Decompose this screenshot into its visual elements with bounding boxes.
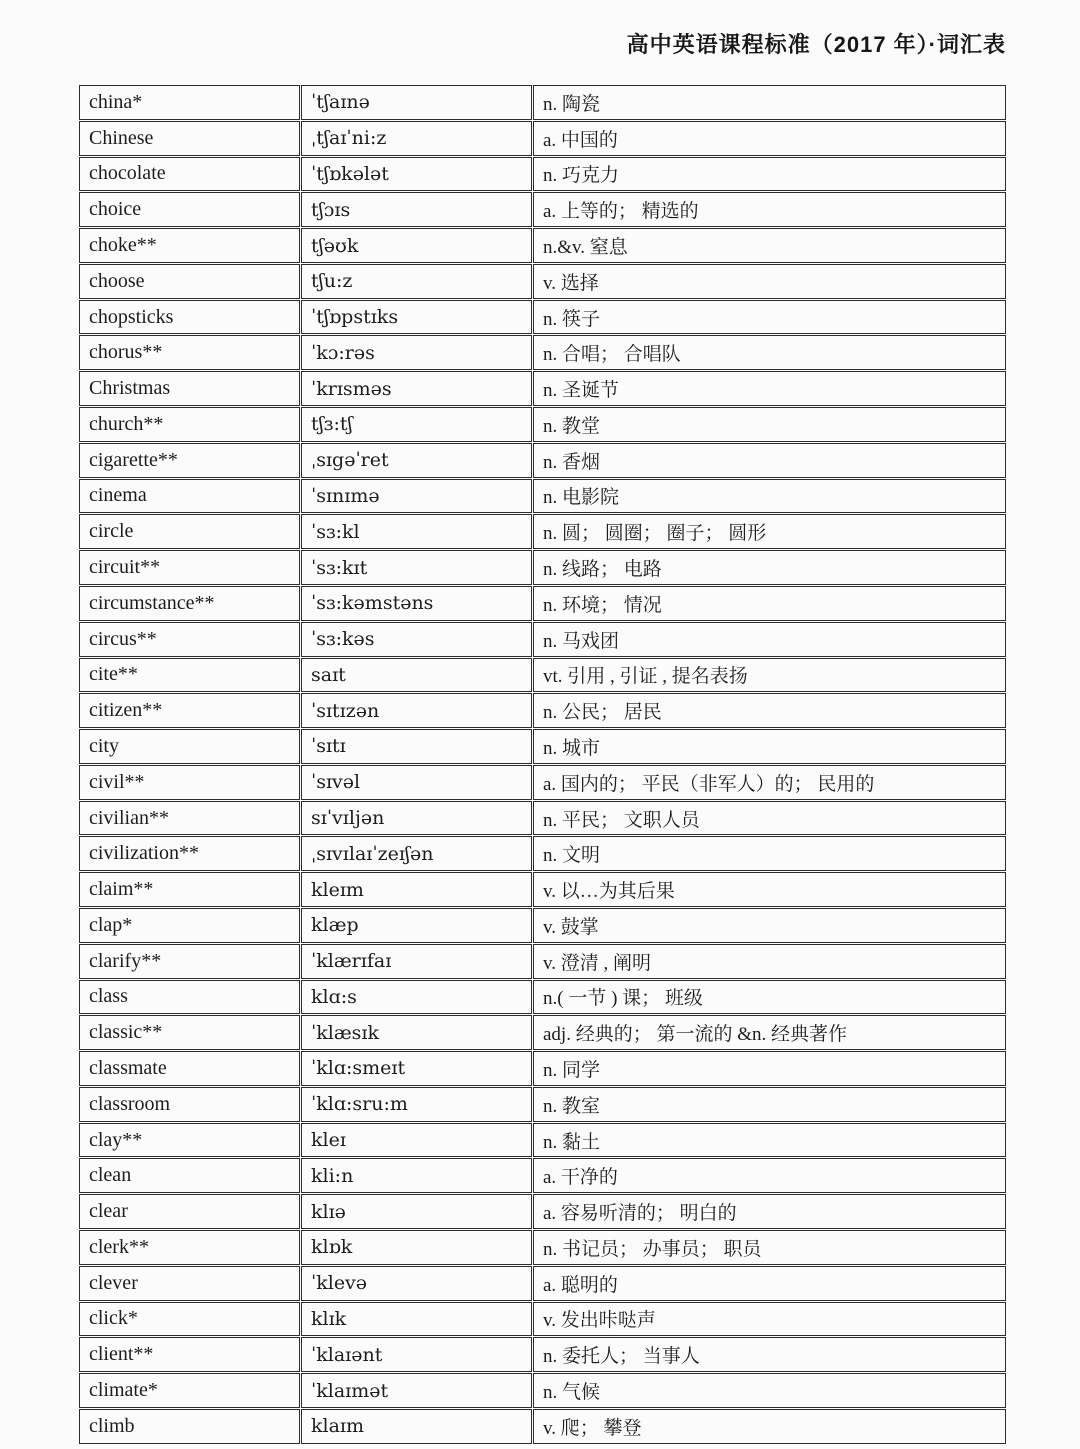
meaning-cell: v. 爬； 攀登 [533, 1409, 1006, 1444]
pronunciation-cell: ˈklɑ:sru:m [301, 1087, 532, 1122]
vocab-row [79, 335, 1006, 370]
word-cell: Christmas [79, 371, 300, 406]
meaning-cell: n. 线路； 电路 [533, 550, 1006, 585]
meaning-cell: n. 同学 [533, 1051, 1006, 1086]
meaning-cell: a. 国内的； 平民（非军人）的； 民用的 [533, 765, 1006, 800]
vocab-row [79, 1409, 1006, 1444]
meaning-cell: a. 上等的； 精选的 [533, 192, 1006, 227]
word-cell: claim** [79, 872, 300, 907]
meaning-cell: n. 书记员； 办事员； 职员 [533, 1230, 1006, 1265]
word-cell: circle [79, 514, 300, 549]
pronunciation-cell: ˈsɪvəl [301, 765, 532, 800]
word-cell: civil** [79, 765, 300, 800]
pronunciation-cell: ˌtʃaɪˈni:z [301, 121, 532, 156]
vocab-row [79, 1051, 1006, 1086]
vocab-row [79, 1230, 1006, 1265]
vocab-row [79, 658, 1006, 693]
vocab-row [79, 980, 1006, 1015]
vocab-row [79, 121, 1006, 156]
word-cell: classroom [79, 1087, 300, 1122]
vocab-row [79, 192, 1006, 227]
vocab-row [79, 872, 1006, 907]
pronunciation-cell: tʃəʊk [301, 228, 532, 263]
word-cell: clean [79, 1158, 300, 1193]
pronunciation-cell: ˈtʃɒpstɪks [301, 300, 532, 335]
word-cell: cinema [79, 479, 300, 514]
meaning-cell: a. 聪明的 [533, 1266, 1006, 1301]
vocab-table [78, 84, 1007, 1445]
vocab-row [79, 944, 1006, 979]
pronunciation-cell: klɒk [301, 1230, 532, 1265]
word-cell: class [79, 980, 300, 1015]
vocab-row [79, 228, 1006, 263]
vocab-row [79, 85, 1006, 120]
word-cell: clever [79, 1266, 300, 1301]
vocab-table-body [79, 85, 1006, 1444]
meaning-cell: n. 马戏团 [533, 622, 1006, 657]
meaning-cell: n.&v. 窒息 [533, 228, 1006, 263]
pronunciation-cell: saɪt [301, 658, 532, 693]
vocab-row [79, 836, 1006, 871]
vocab-row [79, 586, 1006, 621]
word-cell: citizen** [79, 693, 300, 728]
pronunciation-cell: klɪk [301, 1302, 532, 1337]
word-cell: civilization** [79, 836, 300, 871]
meaning-cell: n. 环境； 情况 [533, 586, 1006, 621]
vocab-row [79, 1266, 1006, 1301]
meaning-cell: a. 容易听清的； 明白的 [533, 1194, 1006, 1229]
pronunciation-cell: ˈtʃaɪnə [301, 85, 532, 120]
pronunciation-cell: ˈsɜ:kɪt [301, 550, 532, 585]
pronunciation-cell: ˈkɔ:rəs [301, 335, 532, 370]
vocab-row [79, 801, 1006, 836]
vocab-row [79, 1194, 1006, 1229]
word-cell: clerk** [79, 1230, 300, 1265]
meaning-cell: n. 圆； 圆圈； 圈子； 圆形 [533, 514, 1006, 549]
pronunciation-cell: ˈsɪnɪmə [301, 479, 532, 514]
vocab-row [79, 1123, 1006, 1158]
meaning-cell: n. 平民； 文职人员 [533, 801, 1006, 836]
meaning-cell: n. 教堂 [533, 407, 1006, 442]
meaning-cell: v. 澄清 , 阐明 [533, 944, 1006, 979]
page-header [0, 28, 1006, 59]
pronunciation-cell: ˈtʃɒkələt [301, 157, 532, 192]
meaning-cell: n. 陶瓷 [533, 85, 1006, 120]
vocab-row [79, 765, 1006, 800]
meaning-cell: n. 城市 [533, 729, 1006, 764]
vocab-row [79, 622, 1006, 657]
word-cell: chorus** [79, 335, 300, 370]
pronunciation-cell: ˈklaɪənt [301, 1337, 532, 1372]
meaning-cell: n. 教室 [533, 1087, 1006, 1122]
word-cell: chocolate [79, 157, 300, 192]
vocab-row [79, 514, 1006, 549]
word-cell: chopsticks [79, 300, 300, 335]
pronunciation-cell: tʃu:z [301, 264, 532, 299]
pronunciation-cell: kli:n [301, 1158, 532, 1193]
meaning-cell: adj. 经典的； 第一流的 &n. 经典著作 [533, 1015, 1006, 1050]
word-cell: choose [79, 264, 300, 299]
pronunciation-cell: ˌsɪgəˈret [301, 443, 532, 478]
pronunciation-cell: ˈklæsɪk [301, 1015, 532, 1050]
meaning-cell: n. 圣诞节 [533, 371, 1006, 406]
meaning-cell: n. 合唱； 合唱队 [533, 335, 1006, 370]
pronunciation-cell: klɪə [301, 1194, 532, 1229]
pronunciation-cell: ˈkrɪsməs [301, 371, 532, 406]
page-title: 高中英语课程标准（2017 年）·词汇表 [626, 32, 1006, 57]
pronunciation-cell: ˈklevə [301, 1266, 532, 1301]
pronunciation-cell: klaɪm [301, 1409, 532, 1444]
word-cell: classmate [79, 1051, 300, 1086]
meaning-cell: a. 中国的 [533, 121, 1006, 156]
meaning-cell: n. 委托人； 当事人 [533, 1337, 1006, 1372]
vocab-row [79, 443, 1006, 478]
vocab-row [79, 1302, 1006, 1337]
meaning-cell: v. 选择 [533, 264, 1006, 299]
pronunciation-cell: ˌsɪvɪlaɪˈzeɪʃən [301, 836, 532, 871]
vocab-row [79, 693, 1006, 728]
pronunciation-cell: ˈklærɪfaɪ [301, 944, 532, 979]
vocab-row [79, 157, 1006, 192]
pronunciation-cell: ˈsɜ:kəmstəns [301, 586, 532, 621]
vocab-row [79, 1373, 1006, 1408]
pronunciation-cell: sɪˈvɪljən [301, 801, 532, 836]
vocab-row [79, 371, 1006, 406]
word-cell: climate* [79, 1373, 300, 1408]
word-cell: client** [79, 1337, 300, 1372]
vocab-row [79, 300, 1006, 335]
pronunciation-cell: ˈsɪtɪ [301, 729, 532, 764]
pronunciation-cell: ˈsɜ:kəs [301, 622, 532, 657]
vocab-row [79, 264, 1006, 299]
pronunciation-cell: klæp [301, 908, 532, 943]
word-cell: circus** [79, 622, 300, 657]
word-cell: civilian** [79, 801, 300, 836]
meaning-cell: n. 电影院 [533, 479, 1006, 514]
vocab-row [79, 1337, 1006, 1372]
word-cell: church** [79, 407, 300, 442]
word-cell: circuit** [79, 550, 300, 585]
vocab-row [79, 479, 1006, 514]
vocab-row [79, 550, 1006, 585]
word-cell: climb [79, 1409, 300, 1444]
pronunciation-cell: klɑ:s [301, 980, 532, 1015]
vocab-row [79, 1158, 1006, 1193]
word-cell: cigarette** [79, 443, 300, 478]
pronunciation-cell: ˈsɜ:kl [301, 514, 532, 549]
vocab-row [79, 729, 1006, 764]
meaning-cell: n. 巧克力 [533, 157, 1006, 192]
meaning-cell: vt. 引用 , 引证 , 提名表扬 [533, 658, 1006, 693]
word-cell: circumstance** [79, 586, 300, 621]
meaning-cell: a. 干净的 [533, 1158, 1006, 1193]
word-cell: clap* [79, 908, 300, 943]
word-cell: city [79, 729, 300, 764]
pronunciation-cell: ˈklaɪmət [301, 1373, 532, 1408]
pronunciation-cell: ˈsɪtɪzən [301, 693, 532, 728]
word-cell: clay** [79, 1123, 300, 1158]
meaning-cell: n. 文明 [533, 836, 1006, 871]
meaning-cell: n. 筷子 [533, 300, 1006, 335]
meaning-cell: n. 公民； 居民 [533, 693, 1006, 728]
word-cell: clear [79, 1194, 300, 1229]
pronunciation-cell: ˈklɑ:smeɪt [301, 1051, 532, 1086]
word-cell: cite** [79, 658, 300, 693]
meaning-cell: n. 黏土 [533, 1123, 1006, 1158]
vocab-row [79, 407, 1006, 442]
pronunciation-cell: tʃɔɪs [301, 192, 532, 227]
word-cell: Chinese [79, 121, 300, 156]
pronunciation-cell: kleɪ [301, 1123, 532, 1158]
meaning-cell: n.( 一节 ) 课； 班级 [533, 980, 1006, 1015]
word-cell: china* [79, 85, 300, 120]
meaning-cell: v. 鼓掌 [533, 908, 1006, 943]
meaning-cell: n. 气候 [533, 1373, 1006, 1408]
word-cell: choice [79, 192, 300, 227]
vocab-row [79, 1087, 1006, 1122]
vocab-row [79, 908, 1006, 943]
vocab-row [79, 1015, 1006, 1050]
word-cell: click* [79, 1302, 300, 1337]
meaning-cell: v. 以…为其后果 [533, 872, 1006, 907]
word-cell: choke** [79, 228, 300, 263]
meaning-cell: v. 发出咔哒声 [533, 1302, 1006, 1337]
word-cell: clarify** [79, 944, 300, 979]
pronunciation-cell: tʃɜ:tʃ [301, 407, 532, 442]
word-cell: classic** [79, 1015, 300, 1050]
pronunciation-cell: kleɪm [301, 872, 532, 907]
meaning-cell: n. 香烟 [533, 443, 1006, 478]
